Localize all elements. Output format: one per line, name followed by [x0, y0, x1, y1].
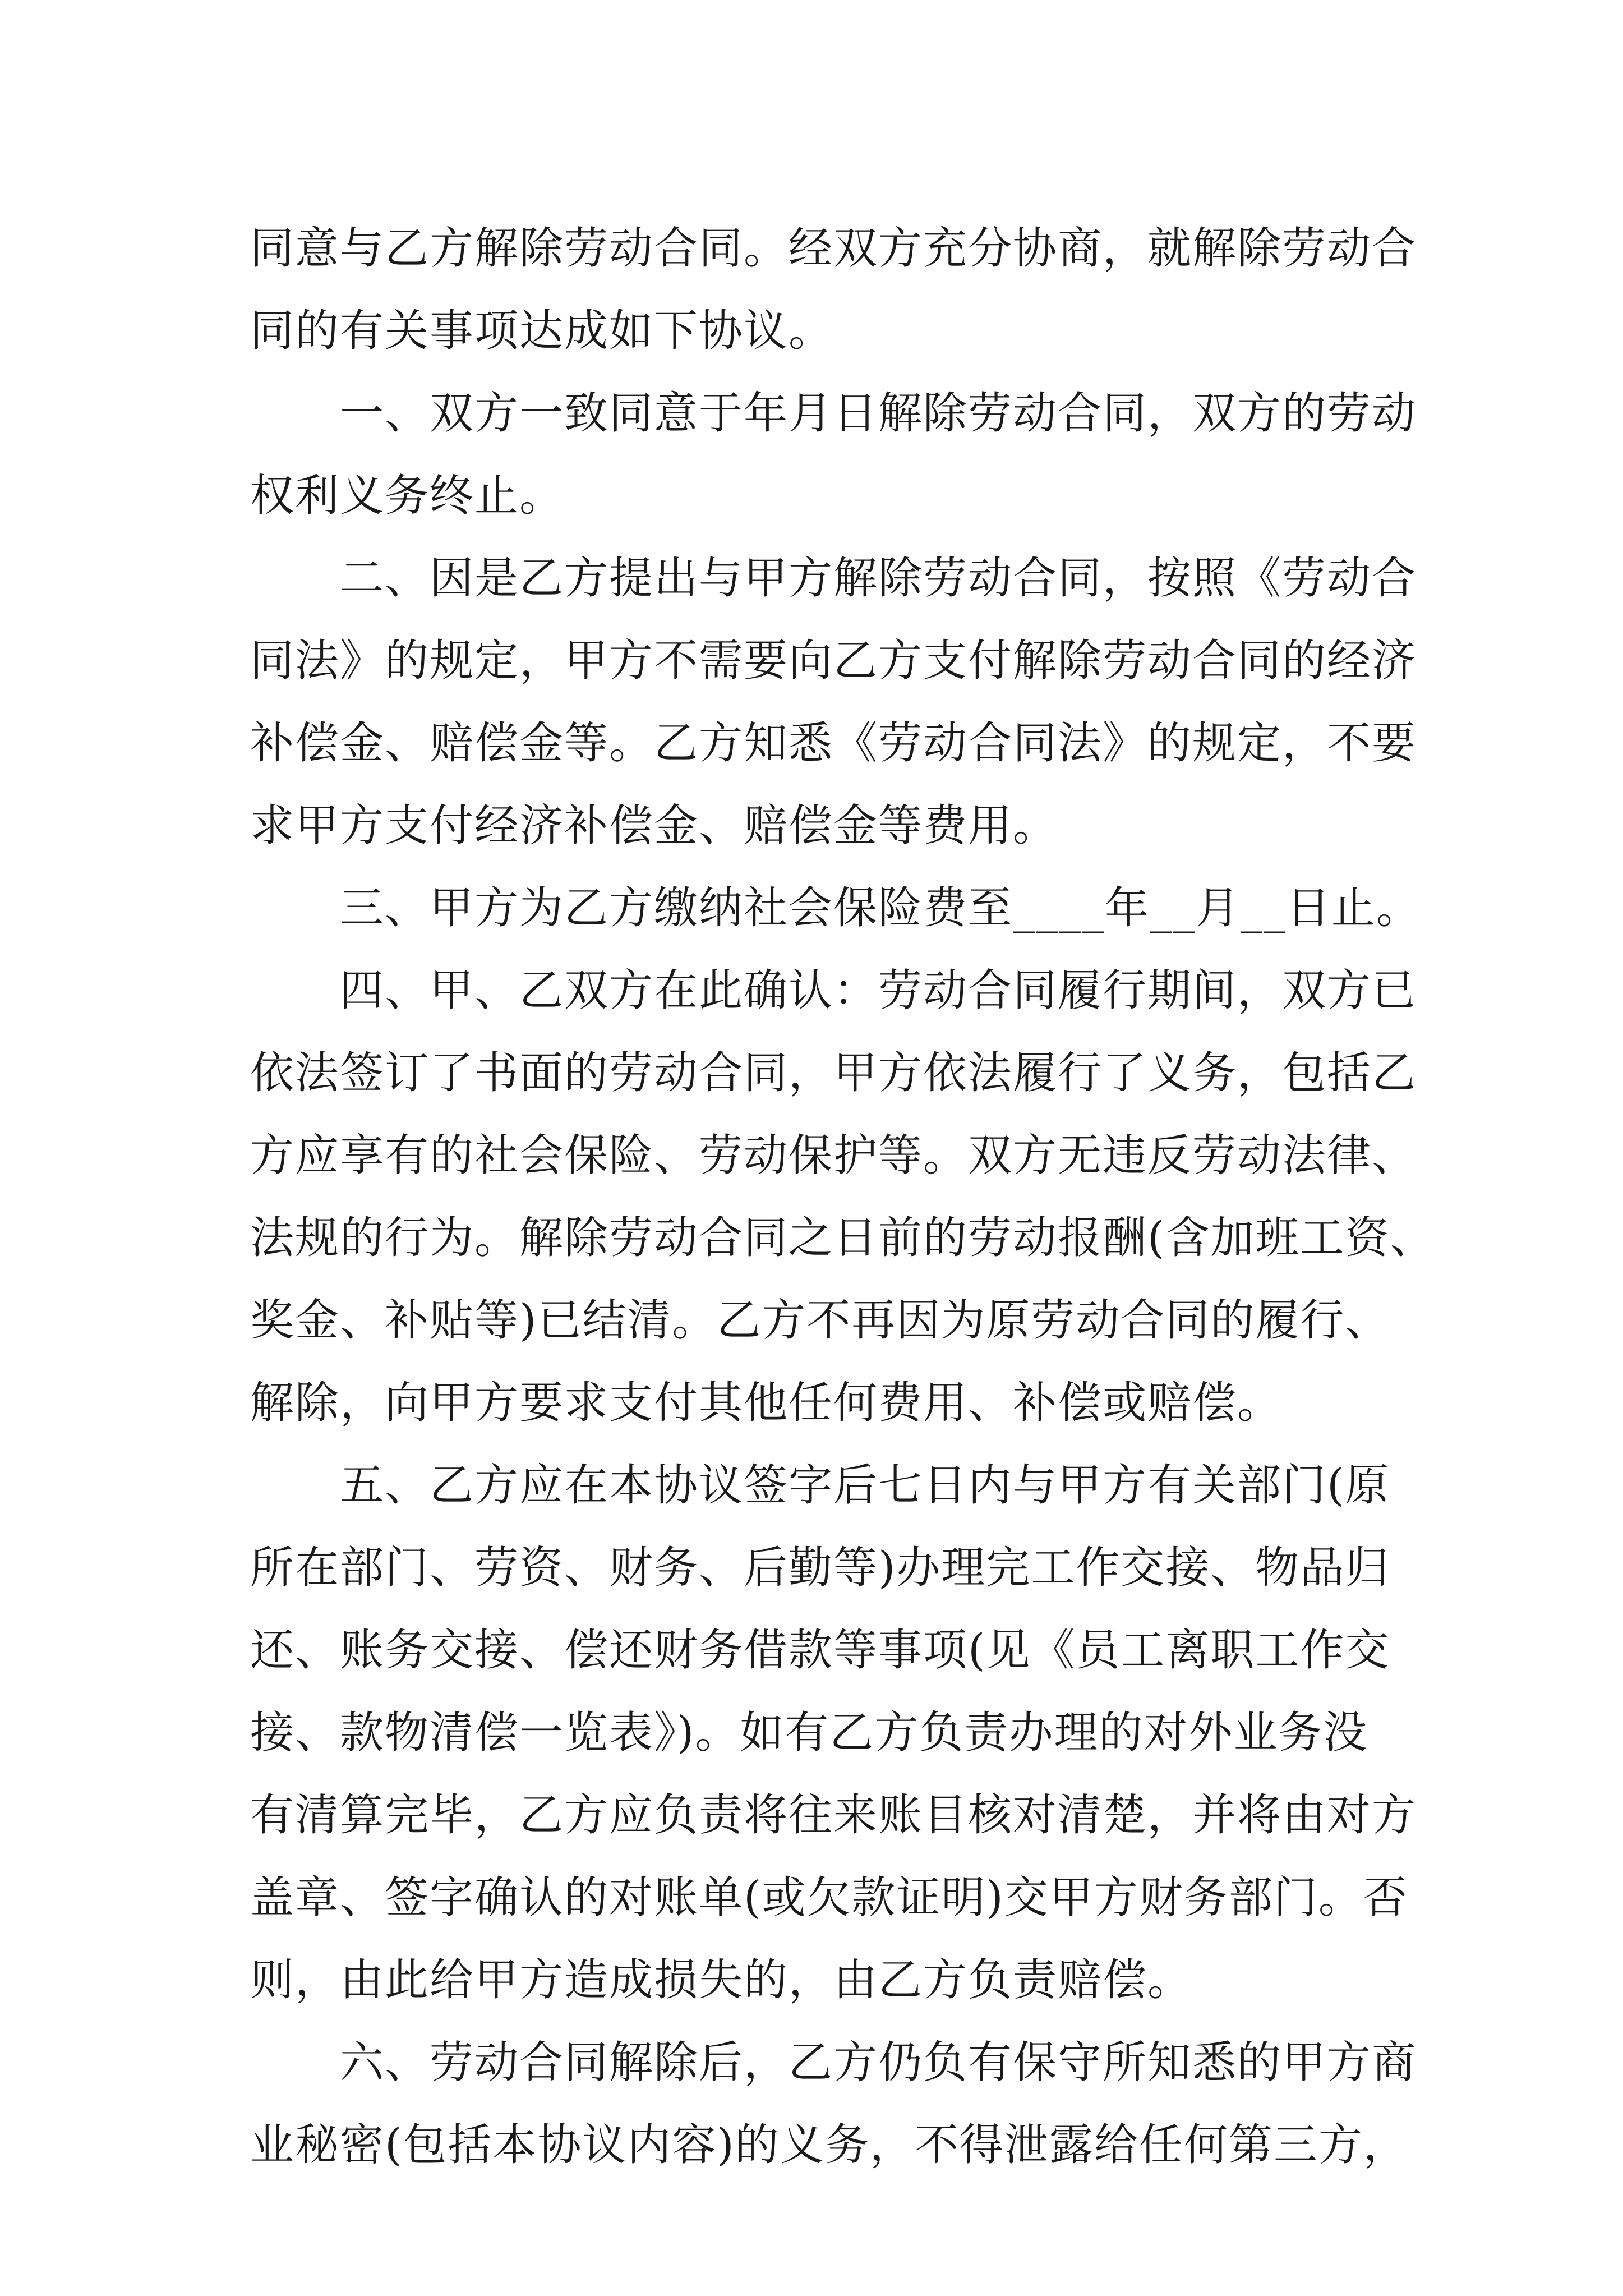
- clause-2-line: 二、因是乙方提出与甲方解除劳动合同，按照《劳动合: [340, 553, 1417, 604]
- clause-5-line: 五、乙方应在本协议签字后七日内与甲方有关部门(原: [340, 1460, 1390, 1511]
- text-line: 则，由此给甲方造成损失的，由乙方负责赔偿。: [250, 1955, 1193, 2005]
- text-line: 解除，向甲方要求支付其他任何费用、补偿或赔偿。: [250, 1378, 1283, 1428]
- text-line: 盖章、签字确认的对账单(或欠款证明)交甲方财务部门。否: [250, 1872, 1408, 1923]
- text-line: 求甲方支付经济补偿金、赔偿金等费用。: [250, 800, 1058, 851]
- text-line: 有清算完毕，乙方应负责将往来账目核对清楚，并将由对方: [250, 1790, 1417, 1841]
- text-line: 方应享有的社会保险、劳动保护等。双方无违反劳动法律、: [250, 1130, 1417, 1181]
- text-line: 所在部门、劳资、财务、后勤等)办理完工作交接、物品归: [250, 1543, 1390, 1593]
- agreement-body: [250, 208, 1435, 2187]
- text-line: 奖金、补贴等)已结清。乙方不再因为原劳动合同的履行、: [250, 1295, 1390, 1346]
- text-line: 依法签订了书面的劳动合同，甲方依法履行了义务，包括乙: [250, 1048, 1417, 1098]
- text-line: 同意与乙方解除劳动合同。经双方充分协商，就解除劳动合: [250, 223, 1417, 274]
- clause-4-line: 四、甲、乙双方在此确认：劳动合同履行期间，双方已: [340, 965, 1417, 1016]
- text-line: 权利义务终止。: [250, 471, 565, 521]
- text-line: 法规的行为。解除劳动合同之日前的劳动报酬(含加班工资、: [250, 1213, 1435, 1263]
- text-line: 还、账务交接、偿还财务借款等事项(见《员工离职工作交: [250, 1625, 1390, 1676]
- text-line: 同法》的规定，甲方不需要向乙方支付解除劳动合同的经济: [250, 636, 1417, 686]
- clause-3-line: 三、甲方为乙方缴纳社会保险费至____年__月__日止。: [340, 883, 1422, 933]
- text-line: 同的有关事项达成如下协议。: [250, 306, 834, 356]
- clause-1-line: 一、双方一致同意于年月日解除劳动合同，双方的劳动: [340, 388, 1417, 439]
- text-line: 业秘密(包括本协议内容)的义务，不得泄露给任何第三方，: [250, 2120, 1408, 2170]
- clause-6-line: 六、劳动合同解除后，乙方仍负有保守所知悉的甲方商: [340, 2037, 1417, 2088]
- text-line: 补偿金、赔偿金等。乙方知悉《劳动合同法》的规定，不要: [250, 718, 1417, 769]
- text-line: 接、款物清偿一览表》)。如有乙方负责办理的对外业务没: [250, 1708, 1368, 1758]
